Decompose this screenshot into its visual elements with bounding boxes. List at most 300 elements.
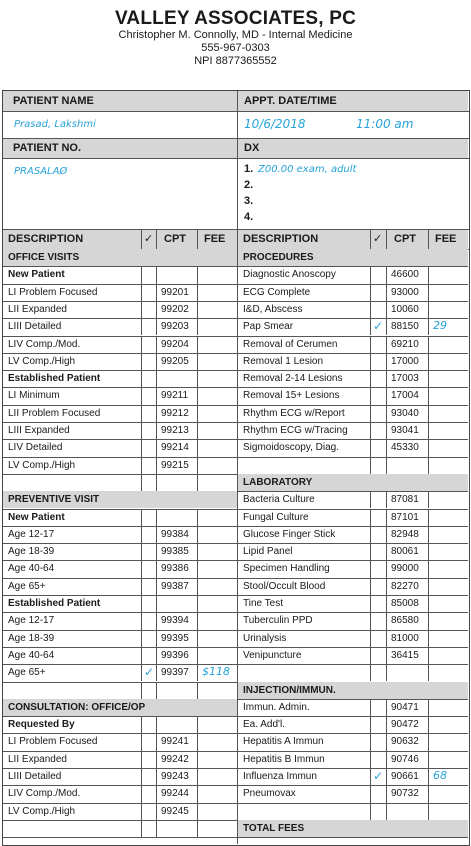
- left-check-cell[interactable]: [141, 785, 156, 802]
- right-check-cell[interactable]: [370, 266, 386, 283]
- cell-divider: [428, 595, 429, 612]
- cell-divider: [428, 301, 429, 318]
- rule-line: [3, 284, 237, 285]
- cell-divider: [370, 229, 371, 249]
- left-cpt-code: 99201: [161, 286, 189, 298]
- rule-line: [3, 439, 237, 440]
- cell-divider: [156, 560, 157, 577]
- cell-divider: [386, 353, 387, 370]
- left-check-cell: [141, 595, 156, 612]
- cell-divider: [156, 229, 157, 249]
- checkmark-icon: ✓: [373, 769, 384, 783]
- left-description-header: DESCRIPTION: [8, 233, 84, 245]
- right-check-cell[interactable]: [370, 578, 386, 595]
- cell-divider: [386, 612, 387, 629]
- patient-no-value[interactable]: PRASALAØ: [14, 166, 68, 177]
- left-service-description: LI Minimum: [8, 390, 60, 402]
- rule-line: [3, 266, 237, 267]
- cell-divider: [156, 664, 157, 681]
- rule-line: [3, 229, 469, 230]
- cell-divider: [156, 387, 157, 404]
- left-subsection-title: Established Patient: [8, 373, 101, 385]
- right-check-cell[interactable]: [370, 630, 386, 647]
- rule-line: [238, 595, 468, 596]
- cell-divider: [428, 768, 429, 785]
- cell-divider: [386, 439, 387, 456]
- left-check-cell[interactable]: [141, 457, 156, 474]
- cell-divider: [156, 733, 157, 750]
- right-cpt-code: 99000: [391, 563, 419, 575]
- right-check-header: ✓: [373, 233, 383, 245]
- left-cpt-code: 99385: [161, 546, 189, 558]
- left-check-cell[interactable]: [141, 560, 156, 577]
- cell-divider: [428, 578, 429, 595]
- rule-line: [3, 526, 237, 527]
- right-cpt-code: 81000: [391, 632, 419, 644]
- right-service-description: Urinalysis: [243, 632, 287, 644]
- right-cpt-code: 90661: [391, 771, 419, 782]
- cell-divider: [197, 370, 198, 387]
- cell-divider: [428, 664, 429, 681]
- cell-divider: [428, 491, 429, 508]
- right-cpt-code: 10060: [391, 303, 419, 315]
- left-check-cell[interactable]: [141, 353, 156, 370]
- right-cpt-code: 80061: [391, 546, 419, 558]
- center-divider: [237, 229, 238, 844]
- cell-divider: [156, 284, 157, 301]
- cell-divider: [428, 612, 429, 629]
- rule-line: [3, 318, 237, 319]
- rule-line: [238, 387, 468, 388]
- cell-divider: [197, 612, 198, 629]
- right-cpt-header: CPT: [394, 233, 416, 245]
- right-check-cell[interactable]: [370, 716, 386, 733]
- left-section-title: CONSULTATION: OFFICE/OP: [8, 701, 146, 713]
- cell-divider: [156, 785, 157, 802]
- left-check-cell[interactable]: [141, 318, 156, 335]
- left-check-cell[interactable]: [141, 647, 156, 664]
- cell-divider: [428, 266, 429, 283]
- rule-line: [238, 699, 468, 700]
- right-service-description: I&D, Abscess: [243, 303, 303, 315]
- cell-divider: [156, 526, 157, 543]
- left-service-description: Age 18-39: [8, 546, 55, 558]
- right-check-cell[interactable]: [370, 543, 386, 560]
- left-fee-header: FEE: [204, 233, 226, 245]
- cell-divider: [386, 733, 387, 750]
- right-check-cell[interactable]: [370, 785, 386, 802]
- right-check-cell[interactable]: [370, 560, 386, 577]
- dx-number: 1.: [244, 163, 254, 175]
- cell-divider: [197, 768, 198, 785]
- right-description-header: DESCRIPTION: [243, 233, 319, 245]
- cell-divider: [386, 751, 387, 768]
- left-subsection-title: New Patient: [8, 269, 65, 281]
- right-check-cell[interactable]: [370, 284, 386, 301]
- left-service-description: LV Comp./High: [8, 459, 76, 471]
- rule-line: [238, 266, 468, 267]
- cell-divider: [197, 353, 198, 370]
- rule-line: [3, 336, 237, 337]
- rule-line: [3, 301, 237, 302]
- cell-divider: [386, 630, 387, 647]
- cell-divider: [156, 682, 157, 699]
- right-cpt-code: 93041: [391, 425, 419, 436]
- cell-divider: [428, 699, 429, 716]
- cell-divider: [428, 526, 429, 543]
- practice-name: VALLEY ASSOCIATES, PC: [114, 8, 357, 29]
- rule-line: [3, 474, 237, 475]
- rule-line: [238, 457, 468, 458]
- left-cpt-code: 99386: [161, 563, 189, 575]
- cell-divider: [156, 266, 157, 283]
- right-service-description: Hepatitis B Immun: [243, 753, 325, 765]
- left-check-cell[interactable]: [141, 751, 156, 768]
- cell-divider: [197, 543, 198, 560]
- right-check-cell[interactable]: [370, 612, 386, 629]
- rule-line: [3, 716, 237, 717]
- left-check-cell: [141, 266, 156, 283]
- rule-line: [3, 509, 237, 510]
- cell-divider: [197, 439, 198, 456]
- cell-divider: [156, 509, 157, 526]
- left-fee-value[interactable]: $118: [202, 665, 230, 679]
- cell-divider: [156, 457, 157, 474]
- cell-divider: [197, 664, 198, 681]
- left-check-cell: [141, 682, 156, 699]
- rule-line: [238, 716, 468, 717]
- cell-divider: [197, 387, 198, 404]
- left-cpt-code: 99242: [161, 753, 189, 765]
- cell-divider: [156, 578, 157, 595]
- right-check-cell[interactable]: [370, 439, 386, 456]
- rule-line: [238, 785, 468, 786]
- right-check-cell[interactable]: [370, 647, 386, 664]
- right-check-cell: [370, 803, 386, 820]
- rule-line: [3, 820, 237, 821]
- cell-divider: [156, 647, 157, 664]
- rule-line: [3, 560, 237, 561]
- rule-line: [238, 647, 468, 648]
- right-check-cell[interactable]: [370, 318, 386, 335]
- right-check-cell[interactable]: [370, 353, 386, 370]
- cell-divider: [428, 647, 429, 664]
- right-service-description: Removal 2-14 Lesions: [243, 373, 343, 385]
- left-cpt-code: 99204: [161, 338, 189, 350]
- rule-line: [3, 751, 237, 752]
- cell-divider: [156, 595, 157, 612]
- right-cpt-code: 90732: [391, 788, 419, 800]
- dx-number: 2.: [244, 179, 254, 191]
- right-check-cell[interactable]: [370, 336, 386, 353]
- cell-divider: [197, 509, 198, 526]
- right-service-description: Rhythm ECG w/Report: [243, 407, 345, 419]
- rule-line: [238, 837, 468, 838]
- right-cpt-code: 87101: [391, 511, 419, 523]
- right-cpt-code: 82270: [391, 580, 419, 592]
- cell-divider: [386, 595, 387, 612]
- right-check-cell[interactable]: [370, 595, 386, 612]
- cell-divider: [156, 612, 157, 629]
- cell-divider: [156, 301, 157, 318]
- cell-divider: [386, 229, 387, 249]
- cell-divider: [156, 768, 157, 785]
- cell-divider: [156, 439, 157, 456]
- right-service-description: Glucose Finger Stick: [243, 528, 336, 540]
- left-cpt-code: 99387: [161, 580, 189, 592]
- right-check-cell[interactable]: [370, 422, 386, 439]
- left-check-cell[interactable]: [141, 803, 156, 820]
- rule-line: [3, 457, 237, 458]
- left-check-cell: [141, 820, 156, 837]
- rule-line: [3, 111, 469, 112]
- cell-divider: [386, 699, 387, 716]
- right-cpt-code: 36415: [391, 649, 419, 661]
- cell-divider: [197, 266, 198, 283]
- left-cpt-code: 99211: [161, 390, 189, 402]
- right-check-cell[interactable]: [370, 301, 386, 318]
- left-check-cell[interactable]: [141, 768, 156, 785]
- cell-divider: [156, 716, 157, 733]
- right-fee-value[interactable]: 68: [433, 769, 447, 782]
- right-check-cell[interactable]: [370, 733, 386, 750]
- left-cpt-code: 99245: [161, 805, 189, 817]
- right-cpt-code: 17000: [391, 355, 419, 367]
- cell-divider: [386, 318, 387, 335]
- left-check-cell[interactable]: [141, 284, 156, 301]
- cell-divider: [156, 751, 157, 768]
- left-service-description: LIV Comp./Mod.: [8, 338, 81, 350]
- right-cpt-code: 90471: [391, 701, 419, 713]
- left-service-description: LI Problem Focused: [8, 736, 98, 748]
- cell-divider: [197, 785, 198, 802]
- cell-divider: [428, 284, 429, 301]
- right-section-title: LABORATORY: [243, 476, 313, 488]
- left-check-cell[interactable]: [141, 387, 156, 404]
- cell-divider: [428, 422, 429, 439]
- cell-divider: [428, 370, 429, 387]
- left-section-title: OFFICE VISITS: [8, 252, 80, 263]
- right-service-description: Influenza Immun: [243, 771, 317, 782]
- cell-divider: [386, 284, 387, 301]
- cell-divider: [197, 751, 198, 768]
- rule-line: [238, 803, 468, 804]
- left-service-description: Age 12-17: [8, 528, 55, 540]
- left-service-description: Age 65+: [8, 580, 46, 592]
- right-service-description: Venipuncture: [243, 649, 302, 661]
- left-subsection-title: Requested By: [8, 719, 75, 731]
- left-check-cell[interactable]: [141, 733, 156, 750]
- right-check-cell[interactable]: [370, 509, 386, 526]
- appt-time-value[interactable]: 11:00 am: [356, 117, 414, 131]
- right-check-cell[interactable]: [370, 526, 386, 543]
- dx-number: 3.: [244, 195, 254, 207]
- left-check-cell[interactable]: [141, 405, 156, 422]
- right-cpt-code: 90472: [391, 719, 419, 731]
- right-check-cell[interactable]: [370, 405, 386, 422]
- right-service-description: Stool/Occult Blood: [243, 580, 326, 592]
- rule-line: [3, 682, 237, 683]
- cell-divider: [428, 560, 429, 577]
- patient-no-label: PATIENT NO.: [3, 138, 237, 158]
- cell-divider: [428, 751, 429, 768]
- cell-divider: [428, 457, 429, 474]
- left-service-description: LV Comp./High: [8, 355, 76, 367]
- right-service-description: Pneumovax: [243, 788, 296, 800]
- rule-line: [3, 543, 237, 544]
- right-service-description: Lipid Panel: [243, 546, 293, 558]
- checkmark-icon: ✓: [373, 319, 384, 334]
- right-cpt-code: 17004: [391, 390, 419, 402]
- cell-divider: [197, 336, 198, 353]
- cell-divider: [197, 301, 198, 318]
- right-cpt-code: 93000: [391, 286, 419, 298]
- rule-line: [238, 733, 468, 734]
- left-check-cell[interactable]: [141, 439, 156, 456]
- cell-divider: [428, 318, 429, 335]
- cell-divider: [386, 664, 387, 681]
- right-service-description: Rhythm ECG w/Tracing: [243, 425, 348, 436]
- left-subsection-title: New Patient: [8, 511, 65, 523]
- right-cpt-code: 87081: [391, 494, 419, 506]
- cell-divider: [156, 543, 157, 560]
- left-check-cell[interactable]: [141, 336, 156, 353]
- left-check-cell[interactable]: [141, 664, 156, 681]
- rule-line: [237, 91, 238, 229]
- left-service-description: Age 12-17: [8, 615, 55, 627]
- left-cpt-code: 99396: [161, 649, 189, 661]
- rule-line: [3, 387, 237, 388]
- cell-divider: [386, 405, 387, 422]
- right-service-description: Bacteria Culture: [243, 494, 315, 506]
- right-check-cell[interactable]: [370, 751, 386, 768]
- right-service-description: Removal 1 Lesion: [243, 355, 324, 367]
- cell-divider: [197, 682, 198, 699]
- rule-line: [238, 560, 468, 561]
- appt-label: APPT. DATE/TIME: [238, 91, 468, 111]
- left-service-description: LI Problem Focused: [8, 286, 98, 298]
- cell-divider: [197, 474, 198, 491]
- rule-line: [238, 630, 468, 631]
- cell-divider: [156, 405, 157, 422]
- left-service-description: LII Expanded: [8, 303, 67, 315]
- cell-divider: [197, 405, 198, 422]
- cell-divider: [156, 803, 157, 820]
- left-service-description: LIII Detailed: [8, 771, 62, 782]
- cell-divider: [197, 647, 198, 664]
- right-check-cell[interactable]: [370, 491, 386, 508]
- right-cpt-code: 85008: [391, 598, 419, 609]
- practice-npi: NPI 8877365552: [194, 55, 277, 67]
- rule-line: [238, 422, 468, 423]
- right-cpt-code: 45330: [391, 442, 419, 454]
- rule-line: [3, 405, 237, 406]
- left-service-description: LII Expanded: [8, 753, 67, 765]
- right-fee-header: FEE: [435, 233, 457, 245]
- cell-divider: [386, 301, 387, 318]
- rule-line: [238, 664, 468, 665]
- cell-divider: [197, 229, 198, 249]
- left-cpt-code: 99395: [161, 632, 189, 644]
- cell-divider: [197, 560, 198, 577]
- left-check-cell: [141, 509, 156, 526]
- right-cpt-code: 69210: [391, 338, 419, 350]
- rule-line: [3, 630, 237, 631]
- cell-divider: [428, 803, 429, 820]
- right-section-title: INJECTION/IMMUN.: [243, 684, 336, 696]
- left-cpt-code: 99215: [161, 459, 189, 471]
- right-cpt-code: 90632: [391, 736, 419, 748]
- cell-divider: [386, 785, 387, 802]
- rule-line: [3, 158, 469, 159]
- right-check-cell[interactable]: [370, 370, 386, 387]
- rule-line: [3, 353, 237, 354]
- cell-divider: [197, 820, 198, 837]
- cell-divider: [386, 543, 387, 560]
- left-cpt-code: 99244: [161, 788, 189, 800]
- left-cpt-code: 99212: [161, 407, 189, 419]
- right-cpt-code: 46600: [391, 269, 419, 281]
- cell-divider: [386, 266, 387, 283]
- left-check-cell: [141, 370, 156, 387]
- left-cpt-code: 99205: [161, 355, 189, 367]
- right-check-cell[interactable]: [370, 387, 386, 404]
- rule-line: [238, 439, 468, 440]
- cell-divider: [386, 387, 387, 404]
- left-check-cell[interactable]: [141, 543, 156, 560]
- left-check-cell[interactable]: [141, 422, 156, 439]
- right-cpt-code: 90746: [391, 753, 419, 765]
- right-check-cell[interactable]: [370, 699, 386, 716]
- rule-line: [238, 491, 468, 492]
- right-service-description: Sigmoidoscopy, Diag.: [243, 442, 339, 454]
- cell-divider: [428, 630, 429, 647]
- cell-divider: [386, 578, 387, 595]
- cell-divider: [156, 474, 157, 491]
- left-check-cell[interactable]: [141, 612, 156, 629]
- left-check-cell[interactable]: [141, 301, 156, 318]
- cell-divider: [156, 422, 157, 439]
- cell-divider: [428, 405, 429, 422]
- rule-line: [238, 509, 468, 510]
- doctor-line: Christopher M. Connolly, MD - Internal Medicine: [118, 29, 353, 41]
- cell-divider: [386, 768, 387, 785]
- cell-divider: [386, 491, 387, 508]
- left-check-cell[interactable]: [141, 630, 156, 647]
- rule-line: [238, 405, 468, 406]
- dx-value[interactable]: Z00.00 exam, adult: [258, 164, 357, 175]
- cell-divider: [428, 716, 429, 733]
- cell-divider: [386, 803, 387, 820]
- left-check-cell[interactable]: [141, 526, 156, 543]
- cell-divider: [197, 526, 198, 543]
- right-service-description: Ea. Add'l.: [243, 719, 285, 731]
- cell-divider: [428, 543, 429, 560]
- appt-date-value[interactable]: 10/6/2018: [244, 117, 306, 131]
- cell-divider: [197, 457, 198, 474]
- left-check-cell[interactable]: [141, 578, 156, 595]
- right-fee-value[interactable]: 29: [433, 319, 447, 333]
- patient-name-value[interactable]: Prasad, Lakshmi: [14, 119, 96, 130]
- right-check-cell[interactable]: [370, 768, 386, 785]
- rule-line: [238, 578, 468, 579]
- cell-divider: [141, 229, 142, 249]
- rule-line: [238, 301, 468, 302]
- cell-divider: [428, 785, 429, 802]
- cell-divider: [197, 595, 198, 612]
- left-service-description: LIII Expanded: [8, 425, 70, 436]
- right-service-description: Immun. Admin.: [243, 701, 310, 713]
